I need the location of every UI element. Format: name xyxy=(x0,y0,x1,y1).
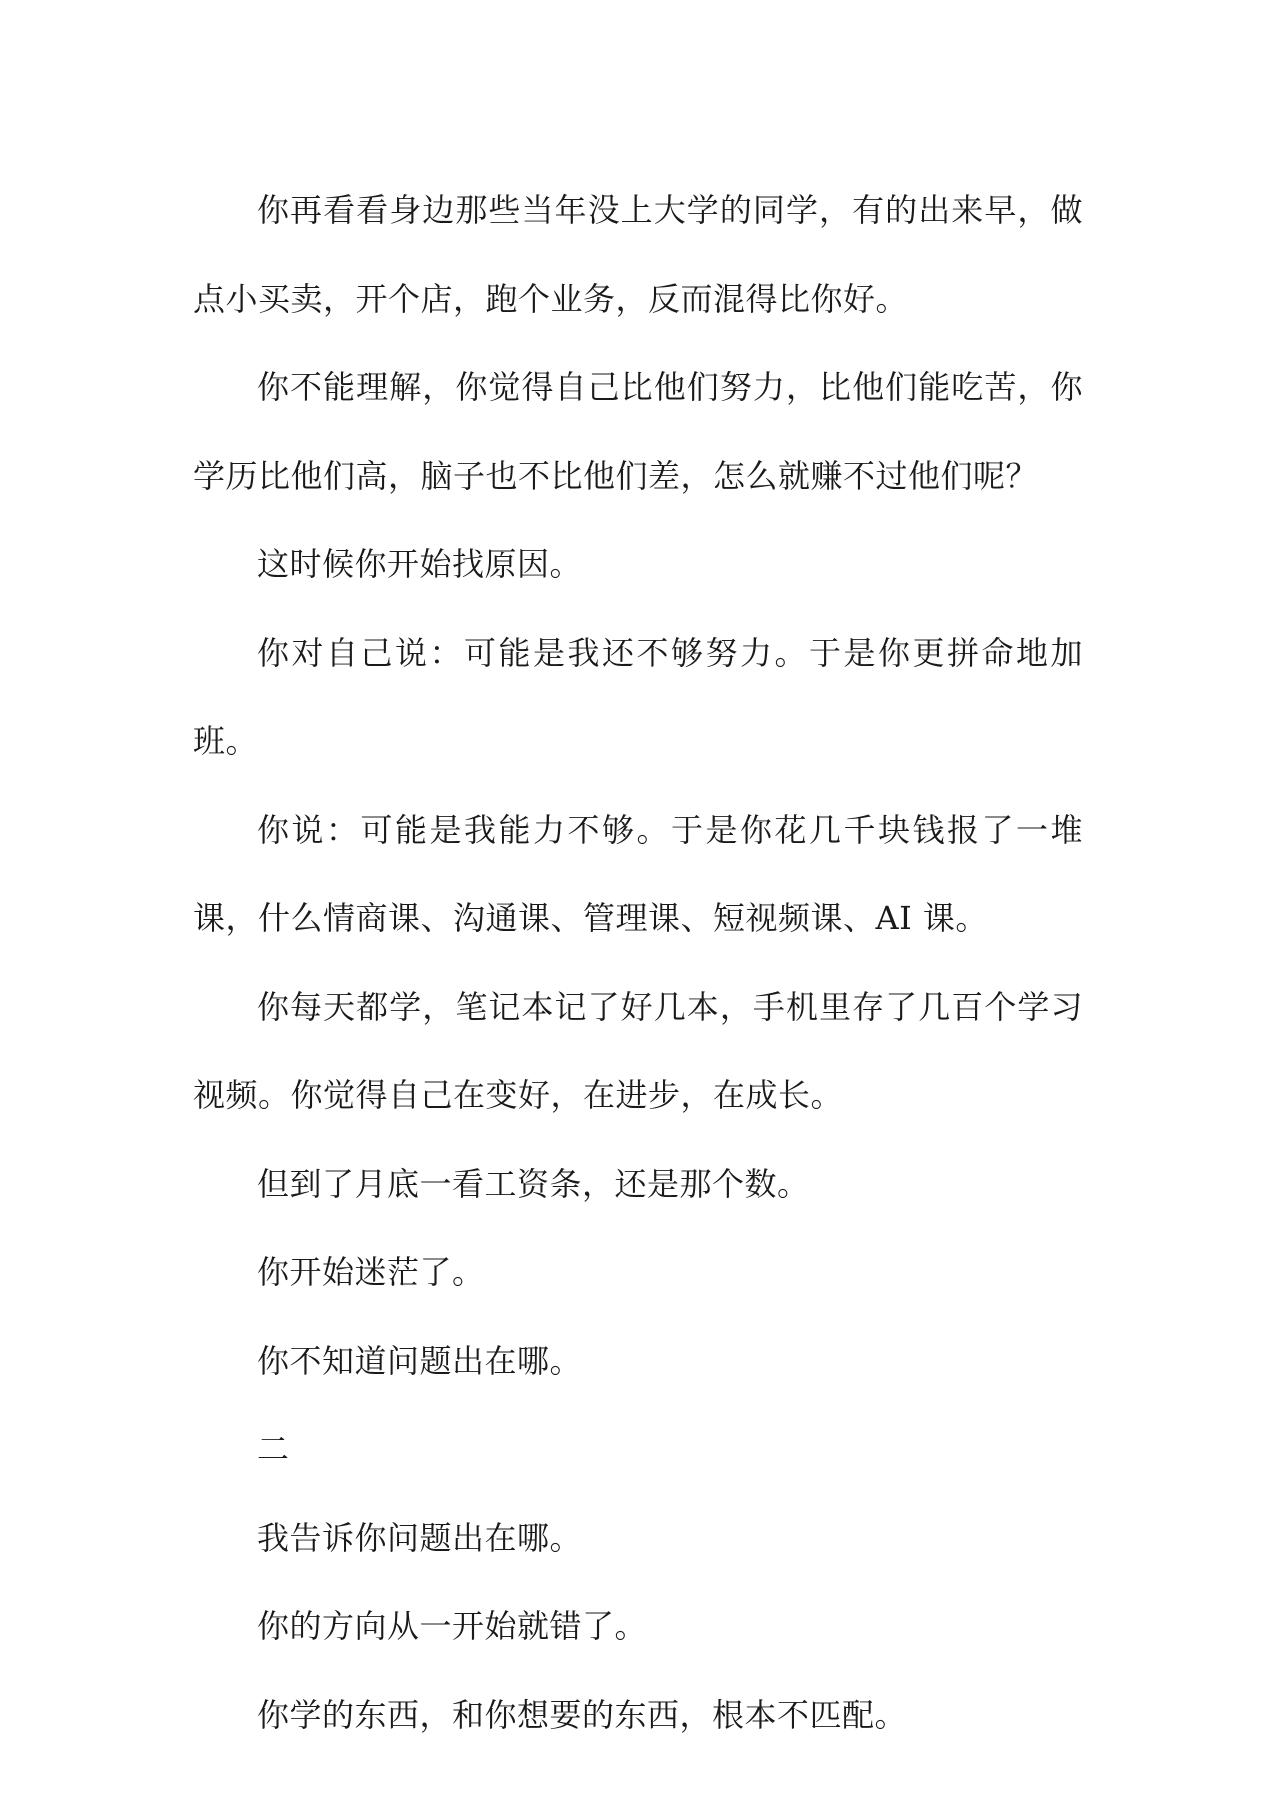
paragraph: 你的方向从一开始就错了。 xyxy=(257,1607,648,1645)
paragraph: 你不能理解，你觉得自己比他们努力，比他们能吃苦，你学历比他们高，脑子也不比他们差，怎么就赚不过他们呢？ xyxy=(193,368,1083,495)
section-heading: 二 xyxy=(257,1430,290,1468)
paragraph: 你不知道问题出在哪。 xyxy=(257,1341,583,1380)
paragraph: 但到了月底一看工资条，还是那个数。 xyxy=(257,1164,810,1203)
paragraph: 你说：可能是我能力不够。于是你花几千块钱报了一堆课，什么情商课、沟通课、管理课、短视频课、AI 课。 xyxy=(193,810,1083,937)
paragraph: 我告诉你问题出在哪。 xyxy=(257,1518,583,1557)
paragraph: 你开始迷茫了。 xyxy=(257,1253,485,1291)
paragraph: 你学的东西，和你想要的东西，根本不匹配。 xyxy=(257,1695,908,1734)
paragraph: 你每天都学，笔记本记了好几本，手机里存了几百个学习视频。你觉得自己在变好，在进步，在成长。 xyxy=(193,987,1083,1114)
paragraph: 你再看看身边那些当年没上大学的同学，有的出来早，做点小买卖，开个店，跑个业务，反而混得比你好。 xyxy=(193,191,1083,318)
document-body xyxy=(193,166,1083,1759)
paragraph: 你对自己说：可能是我还不够努力。于是你更拼命地加班。 xyxy=(193,633,1083,760)
paragraph: 这时候你开始找原因。 xyxy=(257,545,583,583)
